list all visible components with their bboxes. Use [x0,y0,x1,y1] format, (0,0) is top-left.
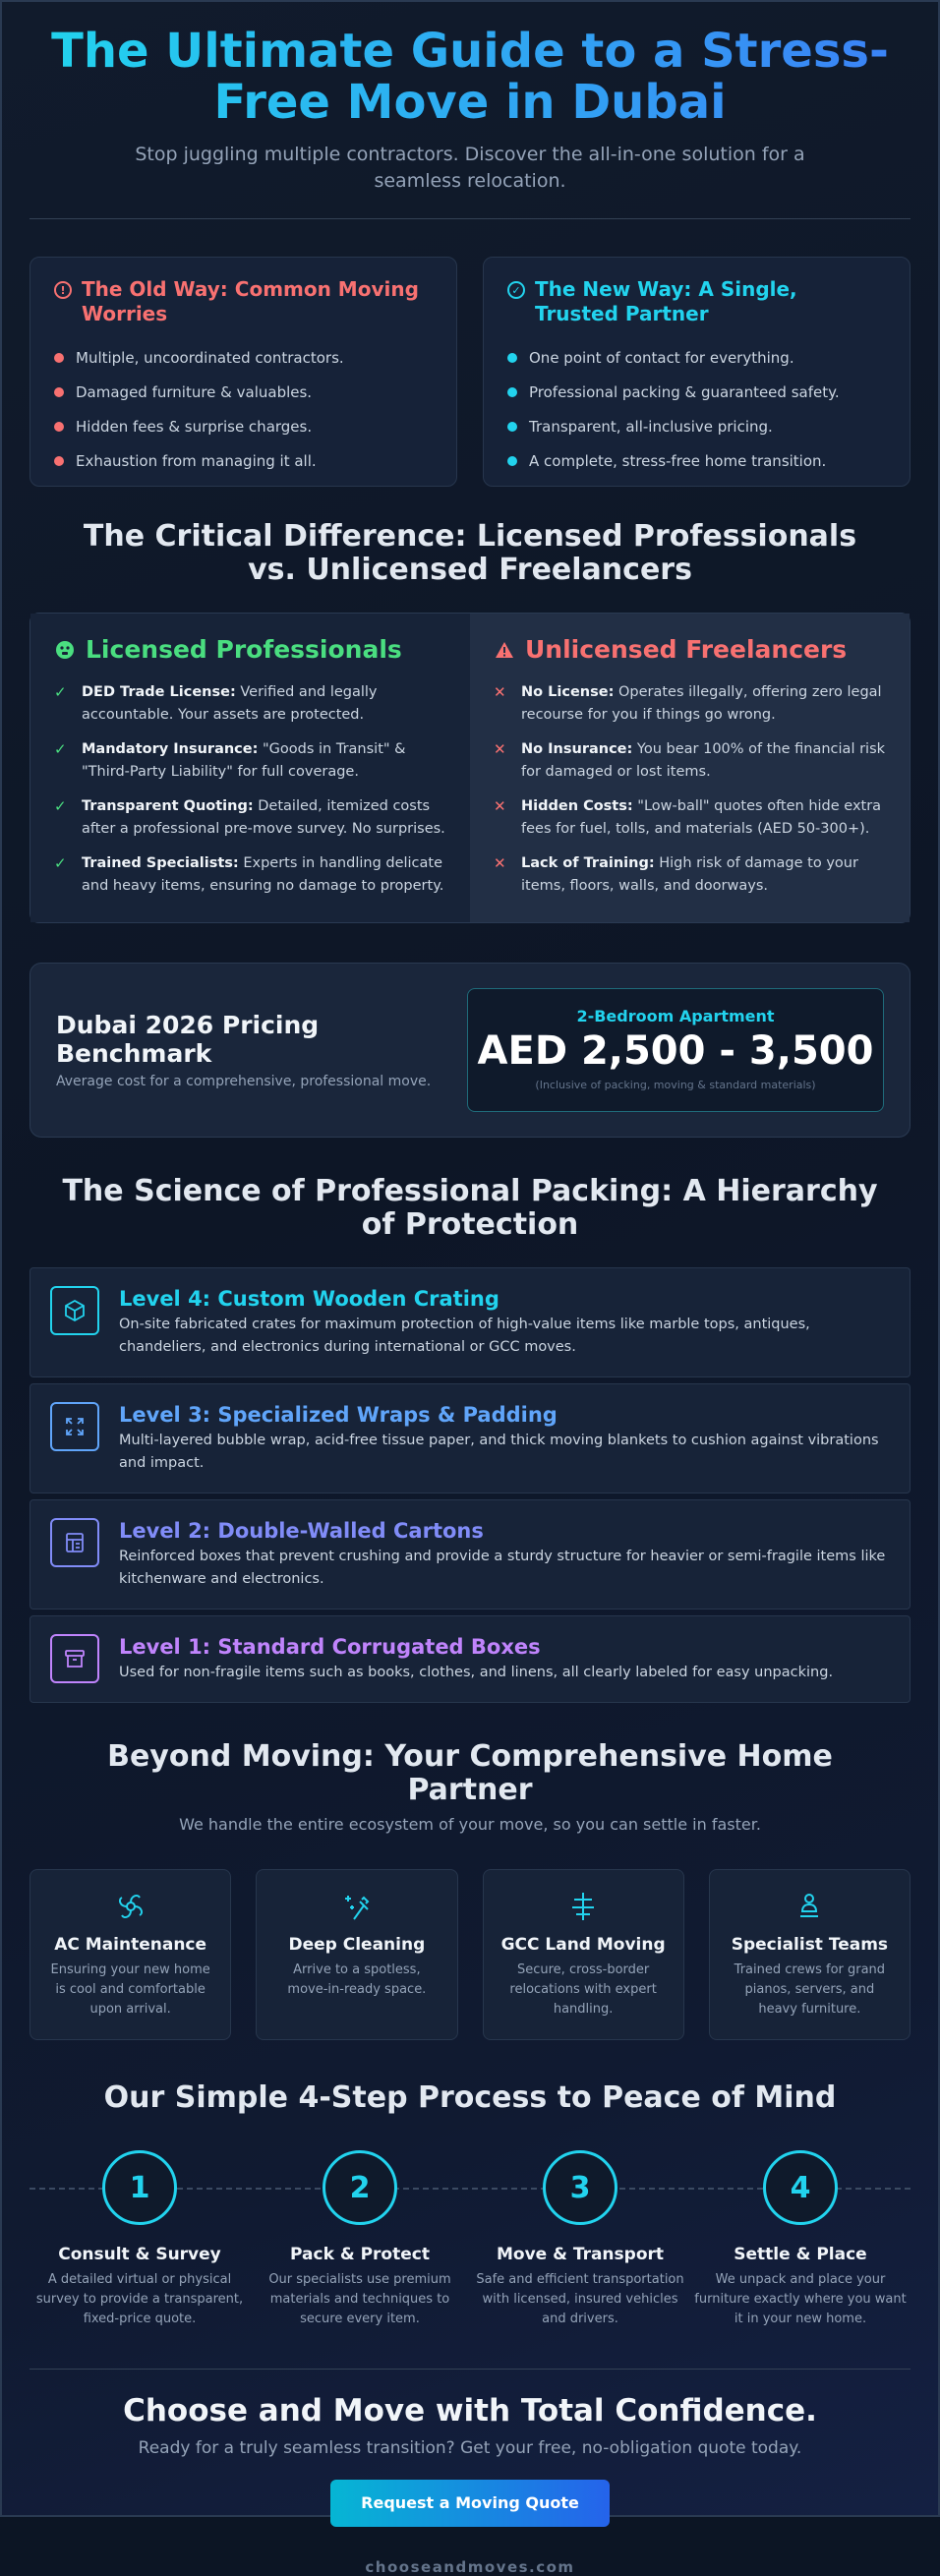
licensed-column [30,614,470,922]
step-number: 2 [323,2150,397,2225]
process-step [470,2150,690,2329]
cube-icon [50,1286,99,1335]
difference-title: The Critical Difference: Licensed Professionals vs. Unlicensed Freelancers [83,519,857,587]
list-item: ✓ Trained Specialists: Experts in handling delicate and heavy items, ensuring no damage to property. [54,852,446,898]
hero [2,2,938,195]
old-vs-new-comparison [29,257,911,487]
level-text: On-site fabricated crates for maximum protection of high-value items like marble tops, antiques, chandeliers, and electronics during international or GCC moves. [119,1317,810,1355]
list-item: ✕ No License: Operates illegally, offering zero legal recourse for you if things go wrong. [494,681,886,727]
list-item: A complete, stress-free home transition. [507,443,886,478]
page-title: The Ultimate Guide to a Stress-Free Move in Dubai [41,26,899,128]
level-title: Level 1: Standard Corrugated Boxes [119,1635,541,1659]
list-item: ✕ Hidden Costs: "Low-ball" quotes often hide extra fees for fuel, tolls, and materials (AED 50-300+). [494,795,886,841]
check-icon: ✓ [54,797,67,815]
x-icon: ✕ [494,854,506,872]
services-subtitle: We handle the entire ecosystem of your move, so you can settle in faster. [179,1815,761,1834]
alert-circle-icon: ! [54,281,72,299]
x-icon: ✕ [494,797,506,815]
list-item: ✓ Mandatory Insurance: "Goods in Transit" & "Third-Party Liability" for full coverage. [54,738,446,784]
bullet-dot [507,422,517,432]
price-label: 2-Bedroom Apartment [576,1007,775,1025]
bullet-dot [507,387,517,397]
shield-icon [54,639,76,661]
process-step [690,2150,911,2329]
packing-level-4 [29,1267,911,1377]
request-quote-button[interactable]: Request a Moving Quote [330,2480,610,2527]
warning-icon [494,639,515,661]
level-title: Level 2: Double-Walled Cartons [119,1519,484,1543]
new-way-title: The New Way: A Single, Trusted Partner [535,277,797,325]
cta-subtitle: Ready for a truly seamless transition? Get your free, no-obligation quote today. [138,2438,802,2458]
unlicensed-column [470,614,910,922]
process-steps [29,2150,911,2329]
old-way-card [29,257,457,487]
step-title: Consult & Survey [58,2245,221,2264]
cta-title: Choose and Move with Total Confidence. [123,2393,817,2429]
expand-icon [50,1402,99,1451]
process-step [250,2150,470,2329]
bullet-dot [507,456,517,466]
step-text: Our specialists use premium materials and techniques to secure every item. [268,2272,451,2326]
new-way-card [483,257,911,487]
level-text: Multi-layered bubble wrap, acid-free tissue paper, and thick moving blankets to cushion against vibrations and impact. [119,1433,879,1471]
pricing-subtitle: Average cost for a comprehensive, professional move. [56,1074,432,1089]
level-text: Reinforced boxes that prevent crushing and provide a sturdy structure for heavier or semi-fragile items like kitchenware and electronics. [119,1549,886,1587]
packing-level-2 [29,1499,911,1610]
list-item: ✕ Lack of Training: High risk of damage to your items, floors, walls, and doorways. [494,852,886,898]
licensed-title: Licensed Professionals [86,635,402,664]
step-text: We unpack and place your furniture exactly where you want it in your new home. [694,2272,907,2326]
step-title: Move & Transport [496,2245,665,2264]
footer-url: chooseandmoves.com [365,2558,575,2576]
check-icon: ✓ [54,683,67,701]
step-number: 3 [543,2150,617,2225]
step-text: Safe and efficient transportation with licensed, insured vehicles and drivers. [476,2272,684,2326]
service-card-gcc: GCC Land Moving Secure, cross-border relocations with expert handling. [483,1869,684,2040]
services-title: Beyond Moving: Your Comprehensive Home Partner [107,1739,833,1807]
x-icon: ✕ [494,683,506,701]
bullet-dot [54,387,64,397]
bullet-dot [54,422,64,432]
list-item: Transparent, all-inclusive pricing. [507,409,886,443]
step-title: Settle & Place [734,2245,867,2264]
signpost-icon [499,1888,668,1925]
level-title: Level 3: Specialized Wraps & Padding [119,1403,558,1427]
list-item: Multiple, uncoordinated contractors. [54,340,433,375]
list-item: Damaged furniture & valuables. [54,375,433,409]
process-title: Our Simple 4-Step Process to Peace of Mind [103,2080,837,2115]
pricing-title: Dubai 2026 Pricing Benchmark [56,1011,320,1068]
step-number: 4 [763,2150,838,2225]
packing-levels [29,1267,911,1703]
check-icon: ✓ [54,854,67,872]
step-text: A detailed virtual or physical survey to provide a transparent, fixed-price quote. [35,2272,244,2326]
page-subtitle: Stop juggling multiple contractors. Discover the all-in-one solution for a seamless relocation. [135,144,805,192]
list-item: One point of contact for everything. [507,340,886,375]
services-grid [29,1869,911,2040]
service-card-specialist: Specialist Teams Trained crews for grand pianos, servers, and heavy furniture. [709,1869,911,2040]
check-icon: ✓ [54,740,67,758]
list-item: ✓ Transparent Quoting: Detailed, itemized costs after a professional pre-move survey. No surprises. [54,795,446,841]
check-circle-icon: ✓ [507,281,525,299]
list-item: Hidden fees & surprise charges. [54,409,433,443]
layout-icon [50,1518,99,1567]
licensed-vs-unlicensed-table [29,613,911,923]
process-step [29,2150,250,2329]
level-title: Level 4: Custom Wooden Crating [119,1287,499,1311]
list-item: Exhaustion from managing it all. [54,443,433,478]
bullet-dot [54,353,64,363]
archive-icon [50,1634,99,1683]
list-item: Professional packing & guaranteed safety. [507,375,886,409]
level-text: Used for non-fragile items such as books, clothes, and linens, all clearly labeled for easy unpacking. [119,1665,834,1680]
bullet-dot [54,456,64,466]
x-icon: ✕ [494,740,506,758]
call-to-action [2,2393,938,2527]
list-item: ✕ No Insurance: You bear 100% of the financial risk for damaged or lost items. [494,738,886,784]
service-card-cleaning: Deep Cleaning Arrive to a spotless, move-in-ready space. [256,1869,457,2040]
unlicensed-title: Unlicensed Freelancers [525,635,848,664]
old-way-title: The Old Way: Common Moving Worries [82,277,419,325]
price-note: (Inclusive of packing, moving & standard materials) [535,1079,816,1091]
step-number: 1 [102,2150,177,2225]
packing-level-3 [29,1383,911,1493]
sparkle-hammer-icon [272,1888,441,1925]
list-item: ✓ DED Trade License: Verified and legally accountable. Your assets are protected. [54,681,446,727]
price-box [467,988,884,1112]
bullet-dot [507,353,517,363]
packing-title: The Science of Professional Packing: A Hierarchy of Protection [62,1174,878,1242]
price-amount: AED 2,500 - 3,500 [477,1028,874,1074]
packing-level-1 [29,1615,911,1703]
fan-icon [46,1888,214,1925]
step-title: Pack & Protect [290,2245,430,2264]
divider [29,2369,911,2370]
divider [29,218,911,219]
service-card-ac: AC Maintenance Ensuring your new home is cool and comfortable upon arrival. [29,1869,231,2040]
pricing-benchmark [29,963,911,1138]
person-badge-icon [726,1888,894,1925]
